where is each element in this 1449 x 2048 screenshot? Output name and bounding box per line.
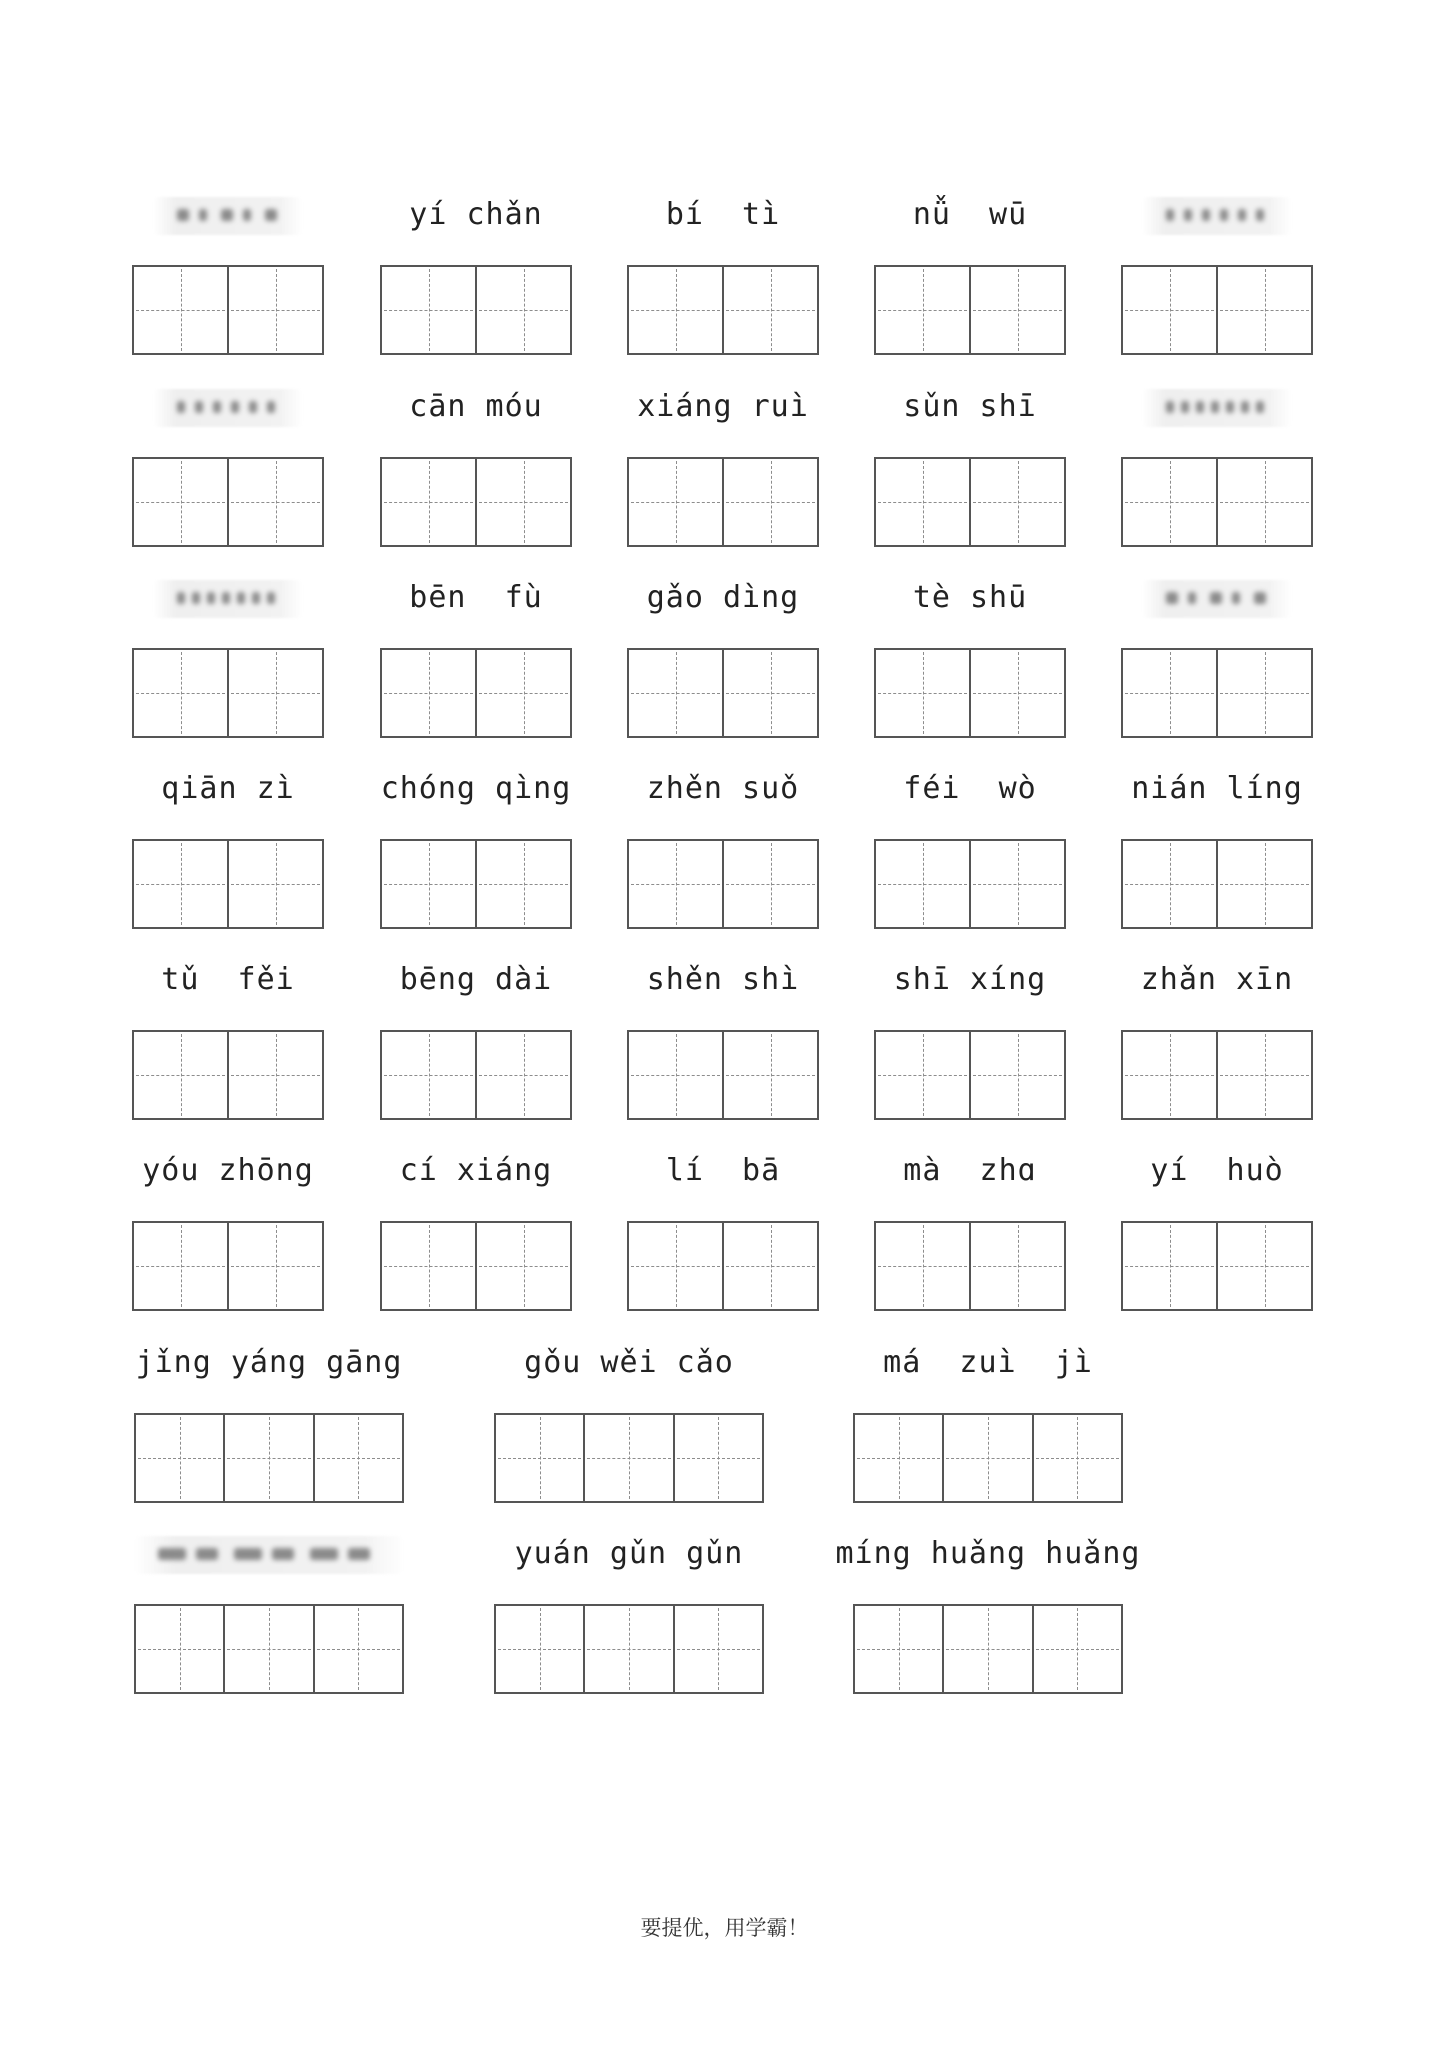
two-char-writing-grid[interactable] [874,1030,1066,1120]
tianzige-box[interactable] [229,1032,322,1118]
tianzige-box[interactable] [629,1223,724,1309]
tianzige-box[interactable] [1123,459,1218,545]
tianzige-box[interactable] [675,1606,762,1692]
tianzige-box[interactable] [1034,1415,1121,1501]
pinyin-label: yóu zhōng [142,1153,314,1188]
blurred-pinyin [1142,197,1292,235]
two-char-writing-grid[interactable] [1121,265,1313,355]
pinyin-label: xiáng ruì [637,389,809,424]
pinyin-label: tè shū [912,580,1028,615]
tianzige-box[interactable] [496,1415,585,1501]
two-char-writing-grid[interactable] [874,1221,1066,1311]
tianzige-box[interactable] [724,459,817,545]
pinyin-label: zhǎn xīn [1140,962,1294,997]
tianzige-box[interactable] [382,1032,477,1118]
two-char-writing-grid[interactable] [874,457,1066,547]
pinyin-label: zhěn suǒ [646,771,800,806]
tianzige-box[interactable] [971,1223,1064,1309]
blurred-pinyin [153,197,303,235]
tianzige-box[interactable] [629,841,724,927]
two-char-writing-grid[interactable] [380,1221,572,1311]
pinyin-label: tǔ fěi [161,962,295,997]
two-char-writing-grid[interactable] [874,265,1066,355]
tianzige-box[interactable] [1218,650,1311,736]
blurred-pinyin [153,389,303,427]
pinyin-label: yí chǎn [409,197,543,232]
two-char-writing-grid[interactable] [380,1030,572,1120]
tianzige-box[interactable] [971,650,1064,736]
two-char-writing-grid[interactable] [627,839,819,929]
tianzige-box[interactable] [229,267,322,353]
tianzige-box[interactable] [134,459,229,545]
two-char-writing-grid[interactable] [627,1030,819,1120]
tianzige-box[interactable] [315,1606,402,1692]
tianzige-box[interactable] [855,1415,944,1501]
tianzige-box[interactable] [629,650,724,736]
two-char-writing-grid[interactable] [132,265,324,355]
tianzige-box[interactable] [229,1223,322,1309]
tianzige-box[interactable] [1123,650,1218,736]
three-char-writing-grid[interactable] [494,1604,764,1694]
tianzige-box[interactable] [971,267,1064,353]
tianzige-box[interactable] [876,267,971,353]
three-char-writing-grid[interactable] [134,1604,404,1694]
two-char-writing-grid[interactable] [380,839,572,929]
tianzige-box[interactable] [1218,1032,1311,1118]
tianzige-box[interactable] [1123,1223,1218,1309]
tianzige-box[interactable] [876,650,971,736]
tianzige-box[interactable] [1034,1606,1121,1692]
tianzige-box[interactable] [477,1223,570,1309]
tianzige-box[interactable] [382,267,477,353]
pinyin-label: cān móu [409,389,543,424]
tianzige-box[interactable] [382,459,477,545]
two-char-writing-grid[interactable] [627,648,819,738]
tianzige-box[interactable] [382,650,477,736]
three-char-writing-grid[interactable] [134,1413,404,1503]
tianzige-box[interactable] [585,1415,674,1501]
tianzige-box[interactable] [876,841,971,927]
two-char-writing-grid[interactable] [132,1221,324,1311]
tianzige-box[interactable] [136,1606,225,1692]
two-char-writing-grid[interactable] [874,648,1066,738]
tianzige-box[interactable] [724,650,817,736]
pinyin-label: shěn shì [646,962,800,997]
tianzige-box[interactable] [477,459,570,545]
two-char-writing-grid[interactable] [1121,1221,1313,1311]
tianzige-box[interactable] [134,267,229,353]
pinyin-label: lí bā [665,1153,781,1188]
two-char-writing-grid[interactable] [380,648,572,738]
tianzige-box[interactable] [477,1032,570,1118]
pinyin-label: má zuì jì [883,1345,1093,1380]
tianzige-box[interactable] [136,1415,225,1501]
two-char-writing-grid[interactable] [874,839,1066,929]
two-char-writing-grid[interactable] [627,1221,819,1311]
three-char-writing-grid[interactable] [853,1604,1123,1694]
two-char-writing-grid[interactable] [1121,1030,1313,1120]
tianzige-box[interactable] [629,1032,724,1118]
tianzige-box[interactable] [876,1032,971,1118]
pinyin-label: yuán gǔn gǔn [514,1536,744,1571]
tianzige-box[interactable] [724,1223,817,1309]
tianzige-box[interactable] [382,1223,477,1309]
two-char-writing-grid[interactable] [1121,457,1313,547]
two-char-writing-grid[interactable] [380,457,572,547]
pinyin-label: bēng dài [399,962,553,997]
three-char-writing-grid[interactable] [494,1413,764,1503]
tianzige-box[interactable] [477,650,570,736]
pinyin-label: gǒu wěi cǎo [524,1345,734,1380]
tianzige-box[interactable] [1123,267,1218,353]
two-char-writing-grid[interactable] [1121,648,1313,738]
tianzige-box[interactable] [134,841,229,927]
blurred-pinyin [134,1536,404,1574]
two-char-writing-grid[interactable] [627,265,819,355]
footer-slogan: 要提优，用学霸！ [640,1916,809,1940]
pinyin-label: nǚ wū [912,197,1028,232]
two-char-writing-grid[interactable] [380,265,572,355]
tianzige-box[interactable] [1218,841,1311,927]
three-char-writing-grid[interactable] [853,1413,1123,1503]
tianzige-box[interactable] [134,650,229,736]
tianzige-box[interactable] [724,841,817,927]
tianzige-box[interactable] [229,841,322,927]
tianzige-box[interactable] [629,267,724,353]
tianzige-box[interactable] [229,650,322,736]
blurred-pinyin [1142,580,1292,618]
pinyin-label: cí xiáng [399,1153,553,1188]
pinyin-label: qiān zì [161,771,295,806]
tianzige-box[interactable] [382,841,477,927]
two-char-writing-grid[interactable] [132,457,324,547]
blurred-pinyin [153,580,303,618]
tianzige-box[interactable] [876,1223,971,1309]
tianzige-box[interactable] [675,1415,762,1501]
blurred-pinyin [1142,389,1292,427]
tianzige-box[interactable] [971,459,1064,545]
tianzige-box[interactable] [225,1606,314,1692]
pinyin-label: jǐng yáng gāng [135,1345,403,1380]
tianzige-box[interactable] [496,1606,585,1692]
tianzige-box[interactable] [876,459,971,545]
pinyin-label: chóng qìng [380,771,572,806]
two-char-writing-grid[interactable] [1121,839,1313,929]
pinyin-label: féi wò [903,771,1037,806]
tianzige-box[interactable] [1218,459,1311,545]
tianzige-box[interactable] [134,1223,229,1309]
tianzige-box[interactable] [944,1606,1033,1692]
tianzige-box[interactable] [1218,1223,1311,1309]
tianzige-box[interactable] [629,459,724,545]
tianzige-box[interactable] [134,1032,229,1118]
two-char-writing-grid[interactable] [132,648,324,738]
pinyin-label: yí huò [1150,1153,1284,1188]
tianzige-box[interactable] [724,1032,817,1118]
tianzige-box[interactable] [1123,1032,1218,1118]
tianzige-box[interactable] [585,1606,674,1692]
tianzige-box[interactable] [477,267,570,353]
tianzige-box[interactable] [1218,267,1311,353]
tianzige-box[interactable] [315,1415,402,1501]
pinyin-label: sǔn shī [903,389,1037,424]
tianzige-box[interactable] [477,841,570,927]
tianzige-box[interactable] [855,1606,944,1692]
tianzige-box[interactable] [724,267,817,353]
two-char-writing-grid[interactable] [132,1030,324,1120]
pinyin-label: shī xíng [893,962,1047,997]
pinyin-label: nián líng [1131,771,1303,806]
pinyin-label: mà zhɑ [903,1153,1037,1188]
tianzige-box[interactable] [225,1415,314,1501]
pinyin-label: bí tì [665,197,781,232]
pinyin-label: míng huǎng huǎng [835,1536,1141,1571]
tianzige-box[interactable] [944,1415,1033,1501]
tianzige-box[interactable] [971,1032,1064,1118]
pinyin-label: gǎo dìng [646,580,800,615]
two-char-writing-grid[interactable] [132,839,324,929]
tianzige-box[interactable] [1123,841,1218,927]
pinyin-label: bēn fù [409,580,543,615]
tianzige-box[interactable] [229,459,322,545]
tianzige-box[interactable] [971,841,1064,927]
two-char-writing-grid[interactable] [627,457,819,547]
